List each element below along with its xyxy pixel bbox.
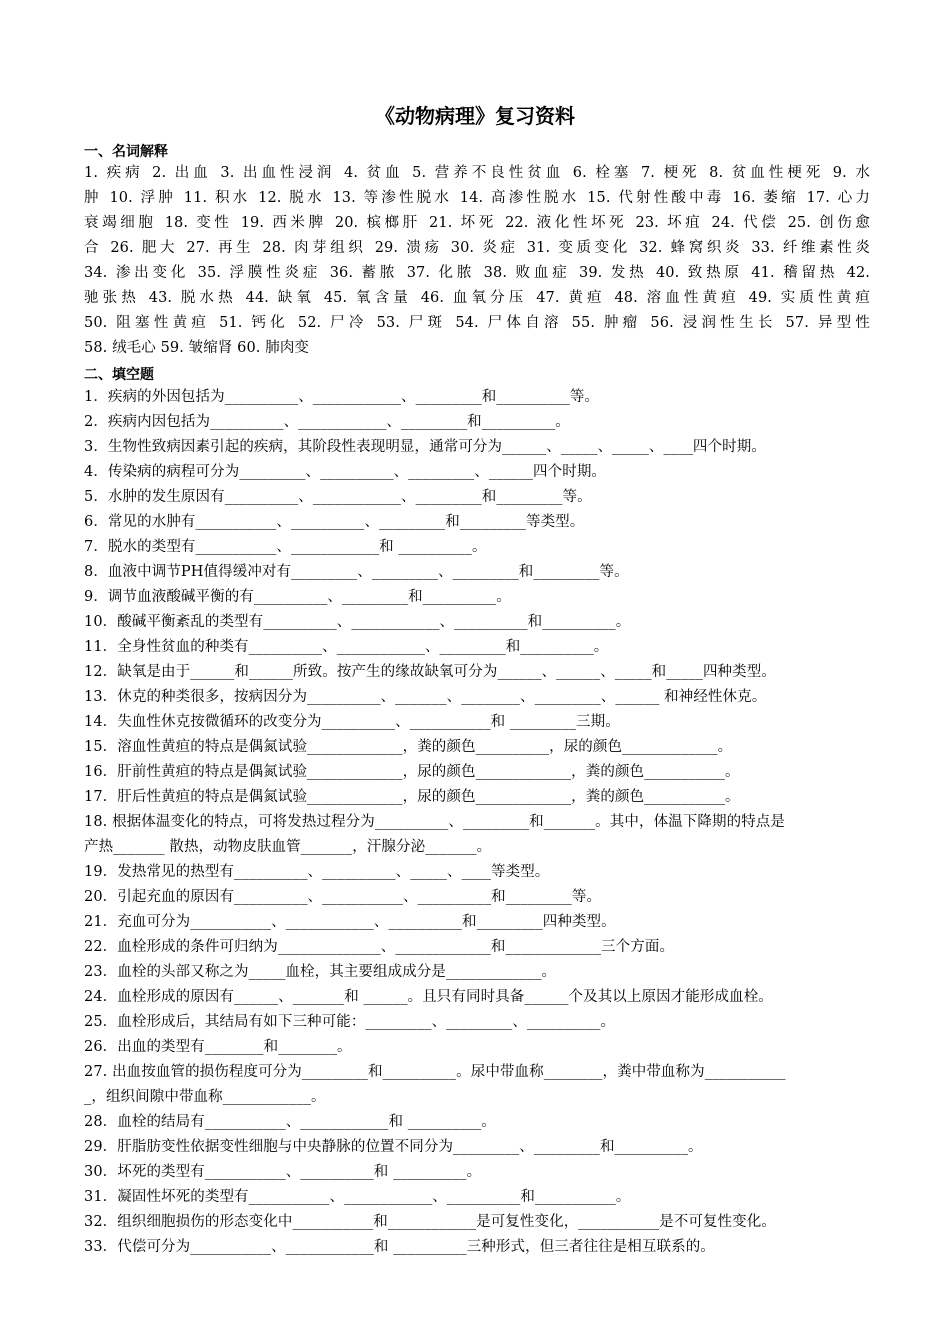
term-line: 50. 阻塞性黄疸 51. 钙化 52. 尸冷 53. 尸斑 54. 尸体自溶 55. 肿瘤 56. 浸润性生长 57. 异型性 xyxy=(84,315,870,331)
question-line: 25．血栓形成后，其结局有如下三种可能：_________、_________、__________。 xyxy=(84,1014,616,1030)
question-line: 23．血栓的头部又称之为_____血栓，其主要组成成分是_____________。 xyxy=(84,964,557,980)
question-line: 9．调节血液酸碱平衡的有__________、_________和__________。 xyxy=(84,589,511,605)
term-line: 驰张热 43. 脱水热 44. 缺氧 45. 氧含量 46. 血氧分压 47. 黄疸 48. 溶血性黄疸 49. 实质性黄疸 xyxy=(84,290,870,306)
question-line: 5．水肿的发生原因有__________、____________、_________和_________等。 xyxy=(84,489,592,505)
question-line: 7．脱水的类型有___________、____________和 __________。 xyxy=(84,539,487,555)
term-line: 1. 疾病 2. 出血 3. 出血性浸润 4. 贫血 5. 营养不良性贫血 6. 栓塞 7. 梗死 8. 贫血性梗死 9. 水 xyxy=(84,165,870,181)
question-line: 20．引起充血的原因有__________、___________、__________和_________等。 xyxy=(84,889,602,905)
term-line: 34. 渗出变化 35. 浮膜性炎症 36. 蓄脓 37. 化脓 38. 败血症 39. 发热 40. 致热原 41. 稽留热 42. xyxy=(84,265,870,281)
question-line: 32．组织细胞损伤的形态变化中___________和____________是可复性变化，___________是不可复性变化。 xyxy=(84,1214,776,1230)
term-line: 合 26. 肥大 27. 再生 28. 肉芽组织 29. 溃疡 30. 炎症 31. 变质变化 32. 蜂窝织炎 33. 纤维素性炎 xyxy=(84,240,870,256)
question-line: 19．发热常见的热型有__________、__________、_____、____等类型。 xyxy=(84,864,550,880)
question-line: 12．缺氧是由于______和______所致。按产生的缘故缺氧可分为______、______、_____和_____四种类型。 xyxy=(84,664,776,680)
question-line: 31．凝固性坏死的类型有___________、____________、__________和___________。 xyxy=(84,1189,631,1205)
question-line: 15．溶血性黄疸的特点是偶氮试验_____________，粪的颜色__________，尿的颜色_____________。 xyxy=(84,739,733,755)
question-line: 26．出血的类型有________和________。 xyxy=(84,1039,352,1055)
question-line: 27. 出血按血管的损伤程度可分为_________和__________。尿中带血称________，粪中带血称为___________ xyxy=(84,1064,786,1080)
question-line: 10．酸碱平衡紊乱的类型有__________、____________、__________和__________。 xyxy=(84,614,631,630)
question-line: 13．休克的种类很多，按病因分为__________、_______、________、_________、______ 和神经性休克。 xyxy=(84,689,767,705)
question-line: 16．肝前性黄疸的特点是偶氮试验_____________，尿的颜色_____________，粪的颜色___________。 xyxy=(84,764,740,780)
question-line: 3．生物性致病因素引起的疾病，其阶段性表现明显，通常可分为______、_____、_____、____四个时期。 xyxy=(84,439,766,455)
question-line: 29．肝脂肪变性依据变性细胞与中央静脉的位置不同分为_________、_________和__________。 xyxy=(84,1139,703,1155)
question-line: 21．充血可分为___________、____________、__________和_________四种类型。 xyxy=(84,914,616,930)
section-heading-fill-blank: 二、填空题 xyxy=(84,367,154,383)
question-line: 11．全身性贫血的种类有__________、____________、_________和__________。 xyxy=(84,639,609,655)
question-line: 22．血栓形成的条件可归纳为______________、_____________和_____________三个方面。 xyxy=(84,939,675,955)
question-line: 4．传染病的病程可分为_________、__________、_________、______四个时期。 xyxy=(84,464,607,480)
question-line: 8．血液中调节PH值得缓冲对有_________、_________、_________和_________等。 xyxy=(84,564,629,580)
term-line: 肿 10. 浮肿 11. 积水 12. 脱水 13. 等渗性脱水 14. 高渗性脱水 15. 代射性酸中毒 16. 萎缩 17. 心力 xyxy=(84,190,870,206)
question-line: 18. 根据体温变化的特点，可将发热过程分为__________、_________和_______。其中，体温下降期的特点是 xyxy=(84,814,785,830)
question-line: 24．血栓形成的原因有______、_______和 ______。且只有同时具备______个及其以上原因才能形成血栓。 xyxy=(84,989,773,1005)
question-line: 33．代偿可分为___________、____________和 __________三种形式，但三者往往是相互联系的。 xyxy=(84,1239,715,1255)
question-line: 2．疾病内因包括为__________、____________、_________和__________。 xyxy=(84,414,570,430)
question-line: 14．失血性休克按微循环的改变分为__________、___________和 _________三期。 xyxy=(84,714,620,730)
question-line: 30．坏死的类型有___________、__________和 __________。 xyxy=(84,1164,482,1180)
question-line-continued: 产热_______ 散热，动物皮肤血管_______，汗腺分泌_______。 xyxy=(84,839,492,855)
term-line: 58. 绒毛心 59. 皱缩肾 60. 肺肉变 xyxy=(84,340,310,356)
document-title: 《动物病理》复习资料 xyxy=(375,104,575,128)
question-line: 6．常见的水肿有___________、__________、_________和_________等类型。 xyxy=(84,514,585,530)
question-line: 28．血栓的结局有___________、____________和 __________。 xyxy=(84,1114,496,1130)
question-line: 1．疾病的外因包括为__________、____________、_________和__________等。 xyxy=(84,389,600,405)
question-line: 17．肝后性黄疸的特点是偶氮试验_____________，尿的颜色_____________，粪的颜色___________。 xyxy=(84,789,740,805)
section-heading-terms: 一、名词解释 xyxy=(84,144,168,160)
question-line-continued: _，组织间隙中带血称____________。 xyxy=(84,1089,326,1105)
term-line: 衰竭细胞 18. 变性 19. 西米脾 20. 槟榔肝 21. 坏死 22. 液化性坏死 23. 坏疽 24. 代偿 25. 创伤愈 xyxy=(84,215,870,231)
